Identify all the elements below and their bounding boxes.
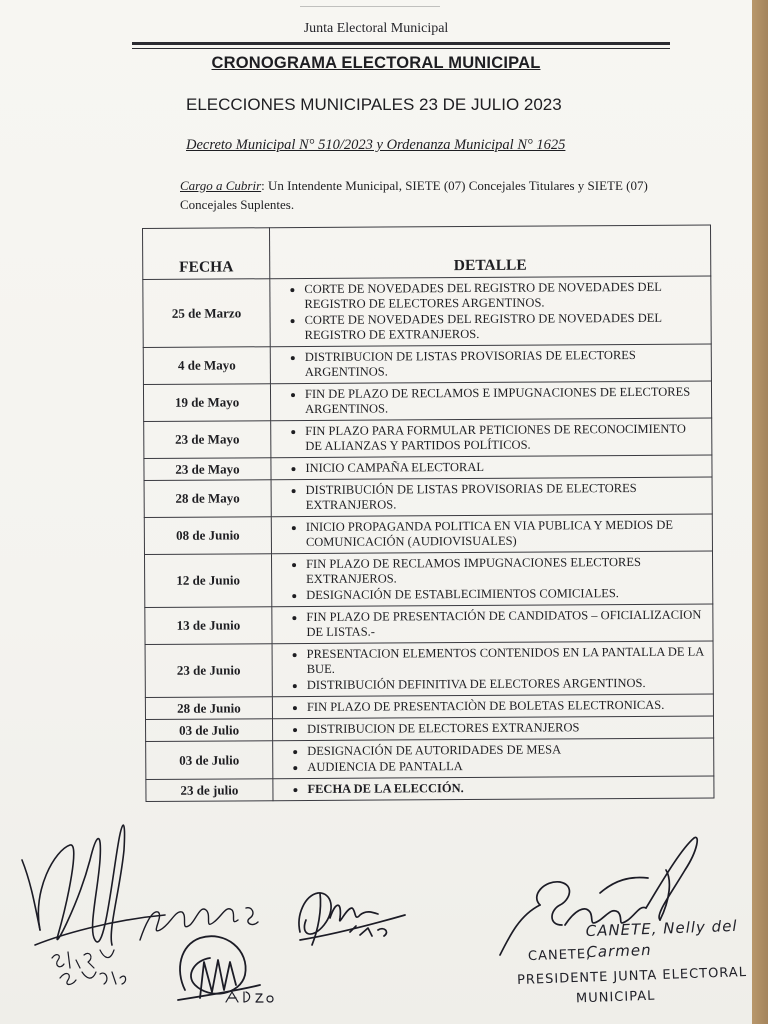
detail-list [279, 698, 707, 716]
detail-cell [271, 455, 712, 480]
detail-item: • CORTE DE NOVEDADES DEL REGISTRO DE NOVEDADES DEL REGISTRO DE ELECTORES ARGENTINOS. [304, 280, 704, 312]
document-subtitle: ELECCIONES MUNICIPALES 23 DE JULIO 2023 [186, 95, 562, 114]
table-row [146, 776, 714, 801]
detail-item: • DESIGNACIÓN DE ESTABLECIMIENTOS COMICIALES. [306, 586, 706, 603]
column-header-detalle: DETALLE [270, 225, 711, 279]
table-surface [752, 0, 768, 1024]
table-header-row [143, 225, 711, 279]
table-row [144, 477, 712, 517]
detail-list [276, 280, 704, 344]
date-cell: 03 de Julio [146, 741, 273, 780]
detail-list [278, 518, 706, 551]
detail-item: • INICIO CAMPAÑA ELECTORAL [305, 459, 705, 476]
detail-item: • DISTRIBUCION DE LISTAS PROVISORIAS DE ELECTORES ARGENTINOS. [305, 348, 705, 380]
detail-item: • FIN PLAZO DE RECLAMOS IMPUGNACIONES ELECTORES EXTRANJEROS. [306, 555, 706, 587]
detail-item: • FIN PLAZO PARA FORMULAR PETICIONES DE RECONOCIMIENTO DE ALIANZAS Y PARTIDOS POLÍTICOS. [305, 422, 705, 454]
table-row [144, 514, 712, 554]
cargo-label: Cargo a Cubrir [180, 178, 262, 193]
detail-list [277, 385, 705, 418]
detail-list [279, 720, 707, 738]
detail-list [278, 555, 706, 604]
date-cell: 4 de Mayo [143, 347, 270, 385]
date-cell: 23 de Junio [145, 644, 272, 698]
detail-list [277, 348, 705, 381]
table-row [143, 381, 711, 421]
detail-item: • FIN DE PLAZO DE RECLAMOS E IMPUGNACIONES DE ELECTORES ARGENTINOS. [305, 385, 705, 417]
date-cell: 23 de julio [146, 779, 273, 802]
detail-list [277, 422, 705, 455]
president-title-line-2: MUNICIPAL [575, 988, 656, 1007]
detail-item: • DESIGNACIÓN DE AUTORIDADES DE MESA [307, 742, 707, 759]
detail-cell [270, 381, 711, 421]
detail-cell [271, 514, 712, 554]
detail-list [277, 459, 705, 477]
date-cell: 08 de Junio [144, 517, 271, 555]
detail-item: • INICIO PROPAGANDA POLITICA EN VIA PUBLICA Y MEDIOS DE COMUNICACIÓN (AUDIOVISUALES) [306, 518, 706, 550]
table-row [146, 738, 714, 779]
detail-list [278, 608, 706, 641]
detail-item: • FECHA DE LA ELECCIÓN. [307, 780, 707, 797]
document-title: CRONOGRAMA ELECTORAL MUNICIPAL [211, 54, 541, 72]
detail-item: • DISTRIBUCION DE ELECTORES EXTRANJEROS [307, 720, 707, 737]
date-cell: 13 de Junio [145, 607, 272, 645]
date-cell: 23 de Mayo [144, 458, 271, 481]
table-body [143, 276, 714, 801]
detail-cell [271, 418, 712, 458]
table-row [144, 418, 712, 458]
table-row [144, 551, 712, 607]
date-cell: 03 de Julio [146, 719, 273, 742]
table-row [145, 604, 713, 644]
detail-list [279, 780, 707, 798]
cargo-text: : Un Intendente Municipal, SIETE (07) Concejales Titulares y SIETE (07) Concejales Suplentes. [180, 178, 648, 212]
cropped-top-text [300, 0, 440, 7]
date-cell: 28 de Junio [145, 697, 272, 720]
president-signature-name: CANETE, Nelly del Carmen [585, 916, 738, 962]
detail-cell [270, 344, 711, 384]
detail-cell [273, 776, 714, 801]
detail-item: • PRESENTACION ELEMENTOS CONTENIDOS EN LA PANTALLA DE LA BUE. [307, 645, 707, 677]
president-surname-line: CANETE, [527, 946, 592, 965]
detail-item: • FIN PLAZO DE PRESENTACIÒN DE BOLETAS ELECTRONICAS. [307, 698, 707, 715]
date-cell: 28 de Mayo [144, 480, 271, 518]
detail-cell [271, 477, 712, 517]
table-row [143, 276, 711, 347]
detail-item: • DISTRIBUCIÓN DEFINITIVA DE ELECTORES ARGENTINOS. [307, 676, 707, 693]
date-cell: 19 de Mayo [143, 384, 270, 422]
detail-item: • FIN PLAZO DE PRESENTACIÓN DE CANDIDATOS – OFICIALIZACION DE LISTAS.- [306, 608, 706, 640]
detail-item: • CORTE DE NOVEDADES DEL REGISTRO DE NOVEDADES DEL REGISTRO DE EXTRANJEROS. [305, 311, 705, 343]
table-row [143, 344, 711, 384]
detail-cell [273, 738, 714, 779]
header-rule-thick [132, 42, 670, 45]
president-title-line: PRESIDENTE JUNTA ELECTORAL [516, 964, 748, 989]
date-cell: 23 de Mayo [144, 421, 271, 459]
date-cell: 25 de Marzo [143, 279, 270, 348]
document-header: Junta Electoral Municipal [303, 21, 449, 36]
detail-item: • AUDIENCIA DE PANTALLA [307, 758, 707, 775]
schedule-table [142, 225, 714, 802]
detail-cell [272, 694, 713, 719]
detail-list [278, 481, 706, 514]
detail-cell [273, 716, 714, 741]
table-row [145, 641, 713, 697]
detail-cell [271, 551, 712, 607]
decree-reference: Decreto Municipal N° 510/2023 y Ordenanza Municipal N° 1625 [186, 137, 566, 153]
column-header-fecha: FECHA [143, 228, 270, 280]
header-rule-thin [132, 48, 670, 49]
detail-item: • DISTRIBUCIÓN DE LISTAS PROVISORIAS DE ELECTORES EXTRANJEROS. [306, 481, 706, 513]
cargo-paragraph [180, 176, 680, 214]
date-cell: 12 de Junio [144, 554, 271, 608]
detail-list [279, 742, 707, 776]
detail-cell [272, 641, 713, 697]
detail-list [279, 645, 707, 694]
detail-cell [272, 604, 713, 644]
detail-cell [270, 276, 711, 347]
